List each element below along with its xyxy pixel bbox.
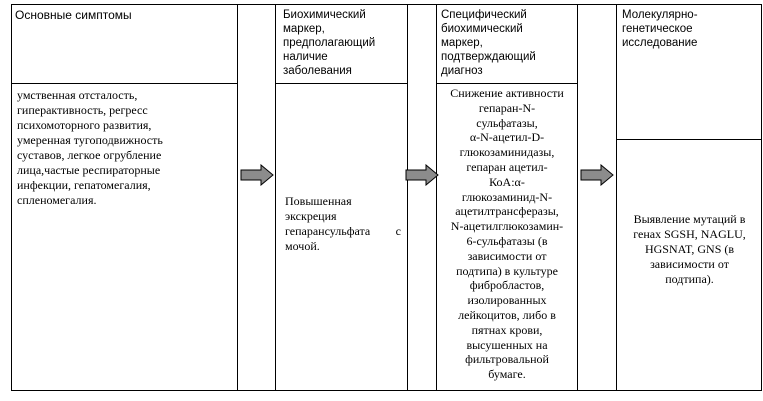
molecular-text (617, 212, 762, 287)
arrow-right-icon (405, 164, 439, 186)
biomarker-line: Повышенная (285, 194, 352, 208)
col-divider-1 (237, 4, 238, 391)
header-specific (441, 8, 536, 78)
header-molecular-line: генетическое (622, 23, 693, 35)
header-biomarker-line: предполагающий (283, 37, 376, 49)
symptoms-line: умеренная тугоподвижность (17, 133, 163, 147)
header-biomarker-line: заболевания (283, 65, 352, 77)
biomarker-word: с (395, 224, 401, 238)
specific-line: бумаге. (488, 367, 526, 382)
specific-line: КоА:α- (489, 174, 525, 189)
col-divider-5 (577, 4, 578, 391)
header-specific-line: подтверждающий (441, 51, 536, 63)
specific-line: Снижение активности (450, 86, 564, 100)
header-specific-line: диагноз (441, 65, 483, 77)
arrow-right-icon (580, 164, 614, 186)
biomarker-line (285, 224, 403, 239)
header-biomarker (283, 8, 375, 78)
arrow-right-icon (240, 164, 274, 186)
header-specific-line: маркер, (441, 37, 483, 49)
specific-line: N-ацетилглюкозамин- (450, 219, 564, 234)
specific-line: α-N-ацетил-D- (469, 130, 545, 145)
molecular-line: генах SGSH, NAGLU, (633, 227, 746, 241)
biomarker-line: экскреция (285, 209, 337, 223)
header-molecular (622, 8, 698, 50)
header-molecular-line: исследование (622, 37, 698, 49)
header-specific-line: Специфический (441, 9, 527, 21)
symptoms-text (17, 88, 163, 208)
specific-line: гепаран-N- (478, 100, 536, 115)
specific-line: подтипа) в культуре (456, 263, 558, 278)
symptoms-line: гиперактивность, регресс (17, 103, 148, 117)
specific-line: высушенных на (466, 337, 548, 352)
symptoms-line: психомоторного развития, (17, 118, 152, 132)
specific-line: ацетилтрансферазы, (455, 204, 559, 219)
symptoms-line: умственная отсталость, (17, 88, 138, 102)
header-biomarker-line: маркер, (283, 23, 325, 35)
specific-line: лейкоцитов, либо в (458, 307, 556, 322)
specific-line: фибробластов, (469, 278, 545, 293)
col-divider-3 (407, 4, 408, 391)
col-divider-2 (275, 4, 276, 391)
symptoms-line: суставов, легкое огрубление (17, 148, 162, 162)
molecular-line: зависимости от (650, 257, 729, 271)
symptoms-line: инфекции, гепатомегалия, (17, 178, 151, 192)
specific-line: 6-сульфатазы (в (466, 233, 548, 248)
header-specific-line: биохимический (441, 23, 523, 35)
molecular-line: Выявление мутаций в (633, 212, 746, 226)
specific-line: сульфатазы, (476, 115, 538, 130)
header-separator-specific (436, 83, 578, 84)
specific-line: фильтровальной (465, 352, 549, 367)
specific-line: глюкозаминидазы, (459, 145, 555, 160)
biomarker-text (285, 194, 403, 254)
header-biomarker-line: наличие (283, 51, 328, 63)
symptoms-line: лица,частые респираторные (17, 163, 161, 177)
header-molecular-line: Молекулярно- (622, 9, 698, 21)
header-separator-molecular (616, 139, 762, 140)
specific-line: глюкозаминид-N- (461, 189, 553, 204)
col-divider-6 (616, 4, 617, 391)
symptoms-line: спленомегалия. (17, 193, 97, 207)
header-separator-symptoms (11, 83, 238, 84)
molecular-line: HGSNAT, GNS (в (644, 242, 735, 256)
specific-line: зависимости от (467, 248, 547, 263)
specific-text (437, 86, 577, 382)
specific-line: изолированных (467, 293, 547, 308)
molecular-line: подтипа). (665, 272, 714, 286)
biomarker-line: мочой. (285, 239, 320, 253)
biomarker-word: гепарансульфата (285, 224, 371, 238)
specific-line: гепаран ацетил- (466, 159, 548, 174)
header-separator-biomarker (275, 83, 408, 84)
specific-line: пятнах крови, (471, 322, 543, 337)
header-biomarker-line: Биохимический (283, 9, 366, 21)
header-symptoms: Основные симптомы (15, 8, 132, 22)
